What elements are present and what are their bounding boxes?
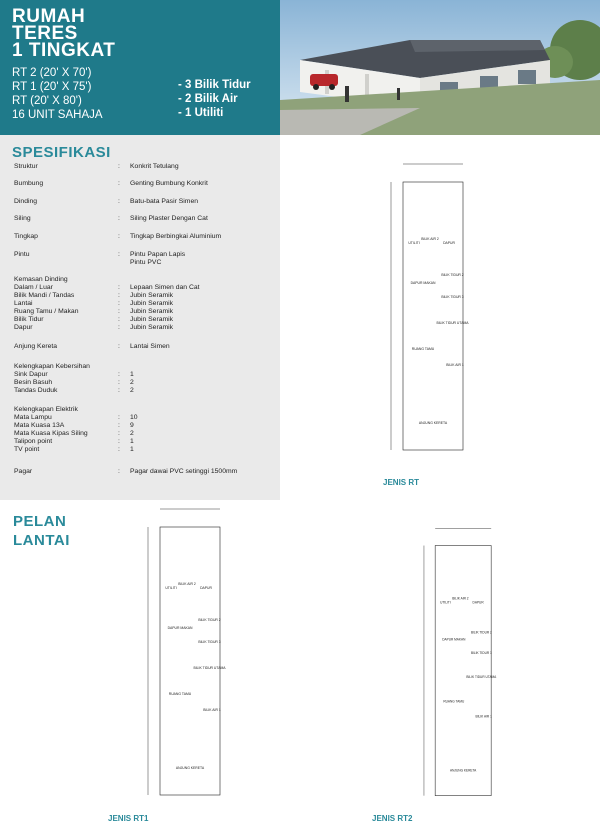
spec-key: Mata Kuasa 13A bbox=[14, 422, 65, 429]
spec-value: Jubin Seramik bbox=[130, 316, 174, 323]
spec-value: Batu-bata Pasir Simen bbox=[130, 198, 199, 205]
room-dapur: DAPUR bbox=[200, 586, 212, 590]
room-bilik-tidur-utama: BILIK TIDUR UTAMA bbox=[466, 675, 497, 680]
spec-key: Sink Dapur bbox=[14, 371, 48, 378]
spec-value: 1 bbox=[130, 438, 134, 445]
room-bilik-tidur-utama: BILIK TIDUR UTAMA bbox=[193, 666, 226, 670]
room-ruang-tamu: RUANG TAMU bbox=[168, 692, 192, 696]
spec-colon: : bbox=[118, 438, 120, 445]
spec-key: Kelengkapan Elektrik bbox=[14, 406, 78, 413]
floor-plan-rt2 bbox=[398, 525, 533, 805]
plan-walls bbox=[435, 546, 491, 796]
room-bilik-air-2: BILIK AIR 2 bbox=[421, 237, 439, 241]
spec-row bbox=[14, 446, 278, 455]
spec-colon: : bbox=[118, 233, 120, 240]
spec-colon: : bbox=[118, 215, 120, 222]
spec-colon: : bbox=[118, 300, 120, 307]
room-bilik-air-1: BILIK AIR 1 bbox=[446, 363, 464, 367]
spec-value: 2 bbox=[130, 430, 134, 437]
spec-value: Jubin Seramik bbox=[130, 324, 174, 331]
spec-colon: : bbox=[118, 308, 120, 315]
spec-key: Anjung Kereta bbox=[14, 343, 58, 350]
room-bilik-air-2: BILIK AIR 2 bbox=[178, 582, 196, 586]
spec-colon: : bbox=[118, 180, 120, 187]
spec-row bbox=[14, 259, 278, 268]
variant-item: RT 1 (20' X 75') bbox=[12, 81, 92, 93]
spec-key: Struktur bbox=[14, 163, 38, 170]
spec-value: Pagar dawai PVC setinggi 1500mm bbox=[130, 468, 238, 475]
header-info-panel bbox=[0, 0, 280, 135]
room-labels bbox=[440, 597, 497, 773]
spec-key: Siling bbox=[14, 215, 31, 222]
room-bilik-tidur-utama: BILIK TIDUR UTAMA bbox=[436, 321, 469, 325]
spec-colon: : bbox=[118, 251, 120, 258]
spec-row bbox=[14, 387, 278, 396]
spec-key: Dalam / Luar bbox=[14, 284, 53, 291]
spec-row bbox=[14, 198, 278, 207]
spec-value: 1 bbox=[130, 446, 134, 453]
spec-key: Bilik Tidur bbox=[14, 316, 44, 323]
room-dapur-makan: DAPUR MAKAN bbox=[442, 637, 466, 642]
spec-key: Bilik Mandi / Tandas bbox=[14, 292, 75, 299]
spec-key: Dinding bbox=[14, 198, 38, 205]
spec-value: 2 bbox=[130, 379, 134, 386]
spec-colon: : bbox=[118, 284, 120, 291]
room-anjung-kereta: ANJUNG KERETA bbox=[418, 421, 448, 425]
room-anjung-kereta: ANJUNG KERETA bbox=[175, 766, 205, 770]
room-labels bbox=[408, 237, 469, 425]
variant-list bbox=[12, 66, 103, 122]
spec-key: Bumbung bbox=[14, 180, 44, 187]
spec-title: SPESIFIKASI bbox=[12, 144, 111, 161]
room-bilik-tidur-2: BILIK TIDUR 2 bbox=[198, 618, 221, 622]
spec-row bbox=[14, 163, 278, 172]
plan-label-rt2: JENIS RT2 bbox=[372, 814, 413, 823]
floor-plan-title bbox=[13, 512, 70, 550]
spec-colon: : bbox=[118, 163, 120, 170]
spec-row bbox=[14, 468, 278, 477]
feature-item: - 2 Bilik Air bbox=[178, 93, 238, 105]
spec-value: 10 bbox=[130, 414, 138, 421]
room-dapur-makan: DAPUR MAKAN bbox=[410, 281, 436, 285]
spec-key: Mata Lampu bbox=[14, 414, 52, 421]
room-dapur-makan: DAPUR MAKAN bbox=[167, 626, 193, 630]
feature-item: - 3 Bilik Tidur bbox=[178, 79, 251, 91]
spec-colon: : bbox=[118, 379, 120, 386]
spec-colon: : bbox=[118, 324, 120, 331]
spec-key: Talipon point bbox=[14, 438, 53, 445]
room-dapur: DAPUR bbox=[472, 600, 484, 605]
spec-colon: : bbox=[118, 446, 120, 453]
house-render-image bbox=[280, 0, 600, 135]
spec-key: Tandas Duduk bbox=[14, 387, 58, 394]
room-ruang-tamu: RUANG TAMU bbox=[443, 699, 465, 704]
floor-plan-rt bbox=[368, 160, 503, 470]
room-bilik-air-1: BILIK AIR 1 bbox=[475, 714, 492, 719]
variant-item: RT 2 (20' X 70') bbox=[12, 67, 92, 79]
variant-item: RT (20' X 80') bbox=[12, 95, 82, 107]
feature-item: - 1 Utiliti bbox=[178, 107, 224, 119]
spec-value: 9 bbox=[130, 422, 134, 429]
spec-key: Kelengkapan Kebersihan bbox=[14, 363, 90, 370]
title-line: RUMAH bbox=[12, 6, 86, 27]
unit-count: 16 UNIT SAHAJA bbox=[12, 109, 103, 121]
spec-row bbox=[14, 215, 278, 224]
spec-row bbox=[14, 233, 278, 242]
spec-value: Lantai Simen bbox=[130, 343, 170, 350]
spec-value: Pintu PVC bbox=[130, 259, 162, 266]
spec-value: 2 bbox=[130, 387, 134, 394]
spec-value: Tingkap Berbingkai Aluminium bbox=[130, 233, 222, 240]
spec-key: Tingkap bbox=[14, 233, 38, 240]
room-anjung-kereta: ANJUNG KERETA bbox=[450, 768, 477, 773]
spec-key: Dapur bbox=[14, 324, 33, 331]
spec-key: Kemasan Dinding bbox=[14, 276, 68, 283]
spec-row bbox=[14, 180, 278, 189]
spec-value: Jubin Seramik bbox=[130, 300, 174, 307]
spec-row bbox=[14, 324, 278, 333]
spec-key: Ruang Tamu / Makan bbox=[14, 308, 79, 315]
room-bilik-tidur-2: BILIK TIDUR 2 bbox=[441, 273, 464, 277]
plan-label-rt1: JENIS RT1 bbox=[108, 814, 149, 823]
room-labels bbox=[165, 582, 226, 770]
room-bilik-air-1: BILIK AIR 1 bbox=[203, 708, 221, 712]
plan-walls bbox=[160, 527, 220, 795]
spec-key: Lantai bbox=[14, 300, 33, 307]
spec-colon: : bbox=[118, 468, 120, 475]
room-bilik-tidur-3: BILIK TIDUR 3 bbox=[470, 650, 492, 655]
spec-colon: : bbox=[118, 316, 120, 323]
spec-colon: : bbox=[118, 422, 120, 429]
room-bilik-tidur-3: BILIK TIDUR 3 bbox=[441, 295, 464, 299]
spec-value: Lepaan Simen dan Cat bbox=[130, 284, 200, 291]
spec-value: Konkrit Tetulang bbox=[130, 163, 179, 170]
title-line: TERES bbox=[12, 23, 78, 44]
floor-plan-title-line: PELAN bbox=[13, 513, 67, 530]
spec-colon: : bbox=[118, 387, 120, 394]
spec-row bbox=[14, 343, 278, 352]
room-ruang-tamu: RUANG TAMU bbox=[411, 347, 435, 351]
plan-walls bbox=[403, 182, 463, 450]
spec-key: TV point bbox=[14, 446, 40, 453]
spec-key: Besin Basuh bbox=[14, 379, 53, 386]
spec-colon: : bbox=[118, 292, 120, 299]
room-bilik-tidur-2: BILIK TIDUR 2 bbox=[470, 630, 492, 635]
title-line: 1 TINGKAT bbox=[12, 40, 116, 61]
spec-value: 1 bbox=[130, 371, 134, 378]
room-bilik-air-2: BILIK AIR 2 bbox=[452, 596, 469, 601]
spec-key: Mata Kuasa Kipas Siling bbox=[14, 430, 88, 437]
spec-colon: : bbox=[118, 198, 120, 205]
plan-label-rt: JENIS RT bbox=[383, 478, 420, 487]
room-utiliti: UTILITI bbox=[408, 241, 420, 245]
room-utiliti: UTILITI bbox=[165, 586, 177, 590]
spec-value: Jubin Seramik bbox=[130, 308, 174, 315]
spec-colon: : bbox=[118, 414, 120, 421]
spec-colon: : bbox=[118, 430, 120, 437]
spec-value: Genting Bumbung Konkrit bbox=[130, 180, 208, 187]
floor-plan-rt1 bbox=[125, 505, 260, 805]
feature-list bbox=[178, 78, 251, 120]
floor-plan-title-line: LANTAI bbox=[13, 532, 70, 549]
spec-value: Siling Plaster Dengan Cat bbox=[130, 215, 208, 222]
spec-colon: : bbox=[118, 343, 120, 350]
room-utiliti: UTILITI bbox=[440, 600, 451, 605]
header-banner bbox=[0, 0, 600, 135]
spec-key: Pagar bbox=[14, 468, 33, 475]
spec-key: Pintu bbox=[14, 251, 30, 258]
spec-value: Pintu Papan Lapis bbox=[130, 251, 186, 258]
spec-value: Jubin Seramik bbox=[130, 292, 174, 299]
room-bilik-tidur-3: BILIK TIDUR 3 bbox=[198, 640, 221, 644]
spec-colon: : bbox=[118, 371, 120, 378]
room-dapur: DAPUR bbox=[443, 241, 455, 245]
house-type-title bbox=[12, 8, 115, 59]
